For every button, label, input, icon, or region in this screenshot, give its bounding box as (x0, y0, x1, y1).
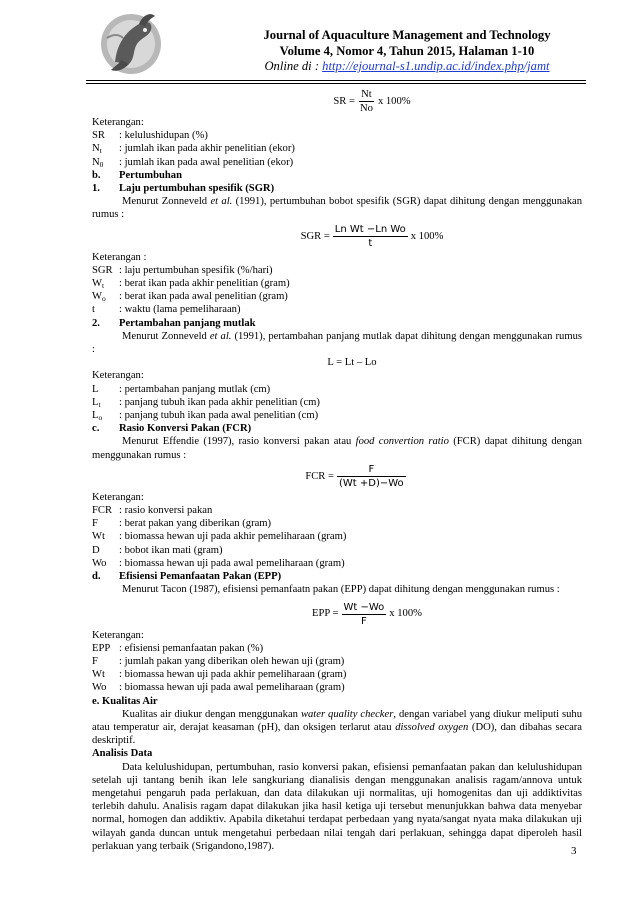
definition-row: $L_o$ : panjang tubuh ikan pada awal penelitian (cm) (92, 410, 319, 423)
analisis-data-paragraph: Data kelulushidupan, pertumbuhan, rasio konversi pakan, efisiensi pemanfaatan pakan dan kelulushidupan setelah uji tantang benih ikan lele sangkuriang dianalisis dengan menggunakan analisis ragam/annova untuk mengetahui pengaruh pada perlakuan, dan data dilakukan uji normalitas, uji homogenitas dan uji addiktivitas terlebih dahulu. Analisis ragam dapat dilakukan jika hasil ketiga uji tersebut menunjukkan bahwa data menyebar normal, homogen dan addiktiv. Apabila diketahui terdapat perbedaan yang nyata/sangat nyata maka dilakukan uji wilayah ganda duncan untuk mengetahui perbedaan nilai tengah dari perlakuan, sehingga dapat diperoleh hasil perlakuan yang terbaik (Srigandono,1987). (92, 761, 582, 852)
epp-formula-lhs: EPP = (312, 608, 339, 620)
definition-row: L : pertambahan panjang mutlak (cm) (92, 383, 271, 395)
definition-row: t : waktu (lama pemeliharaan) (92, 304, 241, 316)
epp-numerator: Wt −Wo (343, 601, 385, 613)
sr-denominator: No (359, 103, 373, 114)
definition-text: : kelulushidupan (%) (119, 130, 208, 142)
page-number: 3 (571, 845, 577, 857)
definition-row: Wt : biomassa hewan uji pada akhir pemeliharaan (gram) (92, 669, 347, 681)
fcr-formula (132, 463, 582, 490)
sgr-fraction (333, 223, 408, 250)
epp-fraction (342, 601, 387, 628)
epp-formula (152, 601, 582, 628)
sgr-numerator: Ln Wt −Ln Wo (334, 223, 406, 235)
panjang-keterangan-label: Keterangan: (92, 370, 144, 382)
definition-row: FCR : rasio konversi pakan (92, 505, 213, 517)
sgr-formula-lhs: SGR = (300, 230, 330, 242)
definition-row: Wo : biomassa hewan uji pada awal pemeliharaan (gram) (92, 557, 345, 569)
definition-text: : jumlah ikan pada awal penelitian (ekor) (119, 156, 294, 168)
journal-header (95, 0, 638, 82)
sr-formula-lhs: SR = (333, 95, 355, 107)
header-rule-thin (86, 83, 586, 84)
definition-term: $N_0$ (92, 156, 104, 169)
journal-logo-fish-icon (95, 4, 167, 78)
definition-row (92, 129, 582, 142)
definition-row: SGR : laju pertumbuhan spesifik (%/hari) (92, 264, 273, 276)
definition-row: F : jumlah pakan yang diberikan oleh hewan uji (gram) (92, 655, 345, 667)
sr-formula-rhs: x 100% (377, 95, 411, 107)
fcr-keterangan-label: Keterangan: (92, 491, 144, 503)
definition-row: $W_o$ : berat ikan pada awal penelitian (gram) (92, 291, 288, 304)
header-rule-thick (86, 80, 586, 81)
kualitas-air-paragraph: Kualitas air diukur dengan menggunakan water quality checker, dengan variabel yang diukur meliputi suhu atau temperatur air, derajat keasaman (pH), dan oksigen terlarut atau dissolved oxygen (DO), dan dibahas secara deskriptif. (92, 708, 583, 747)
epp-keterangan-label: Keterangan: (92, 629, 144, 641)
sgr-keterangan-label: Keterangan : (92, 251, 147, 263)
journal-title (207, 27, 607, 59)
definition-row: F : berat pakan yang diberikan (gram) (92, 518, 272, 530)
section-heading-fcr: c. Rasio Konversi Pakan (FCR) (92, 423, 252, 435)
panjang-formula: L = Lt – Lo (327, 357, 377, 369)
fcr-formula-lhs: FCR = (305, 470, 334, 482)
definition-row: $W_t$ : berat ikan pada akhir penelitian (gram) (92, 278, 290, 291)
section-heading-panjang: 2. Pertambahan panjang mutlak (92, 317, 256, 329)
definition-term: $N_t$ (92, 143, 102, 156)
definition-row: D : bobot ikan mati (gram) (92, 544, 223, 556)
definition-row: Wt : biomassa hewan uji pada akhir pemeliharaan (gram) (92, 531, 347, 543)
definition-row (92, 156, 582, 169)
sgr-formula (162, 223, 582, 250)
definition-text: : jumlah ikan pada akhir penelitian (ekor) (119, 143, 295, 155)
fcr-fraction (337, 463, 406, 490)
fcr-denominator: (Wt +D)−Wo (338, 477, 404, 489)
definition-row: EPP : efisiensi pemanfaatan pakan (%) (92, 642, 264, 654)
sr-fraction (358, 88, 375, 115)
fcr-numerator: F (337, 463, 406, 477)
journal-url-link[interactable]: http://ejournal-s1.undip.ac.id/index.php/jamt (322, 59, 550, 73)
section-heading-analisis-data: Analisis Data (92, 748, 153, 760)
sr-formula (162, 88, 582, 115)
epp-formula-rhs: x 100% (389, 608, 422, 620)
page-body (92, 87, 582, 853)
journal-title-line1: Journal of Aquaculture Management and Technology (263, 28, 551, 42)
sgr-denominator: t (368, 237, 373, 249)
sr-keterangan-label: Keterangan: (92, 117, 144, 128)
fcr-paragraph: Menurut Effendie (1997), rasio konversi pakan atau food convertion ratio (FCR) dapat dihitung dengan menggunakan rumus : (92, 436, 582, 461)
section-heading-sgr: 1. Laju pertumbuhan spesifik (SGR) (92, 183, 275, 195)
journal-online-line (207, 59, 607, 74)
definition-term: SR (92, 130, 105, 142)
section-heading-epp: d. Efisiensi Pemanfaatan Pakan (EPP) (92, 571, 282, 583)
sr-numerator: Nt (361, 89, 372, 100)
journal-title-line2: Volume 4, Nomor 4, Tahun 2015, Halaman 1-10 (279, 44, 535, 58)
epp-denominator: F (361, 615, 367, 627)
definition-row: $L_t$ : panjang tubuh ikan pada akhir penelitian (cm) (92, 396, 320, 409)
epp-paragraph: Menurut Tacon (1987), efisiensi pemanfaatn pakan (EPP) dapat dihitung dengan menggunakan rumus : (122, 584, 560, 596)
online-prefix: Online di : (264, 59, 323, 73)
section-heading-kualitas-air: e. Kualitas Air (92, 695, 158, 707)
definition-row (92, 142, 582, 155)
section-heading-b: b. Pertumbuhan (92, 169, 182, 181)
definition-row: Wo : biomassa hewan uji pada awal pemeliharaan (gram) (92, 682, 345, 694)
sgr-paragraph: Menurut Zonneveld et al. (1991), pertumbuhan bobot spesifik (SGR) dapat dihitung dengan menggunakan rumus : (92, 196, 582, 221)
panjang-paragraph: Menurut Zonneveld et al. (1991), pertambahan panjang mutlak dapat dihitung dengan menggunakan rumus : (92, 330, 582, 356)
sgr-formula-rhs: x 100% (410, 230, 444, 242)
